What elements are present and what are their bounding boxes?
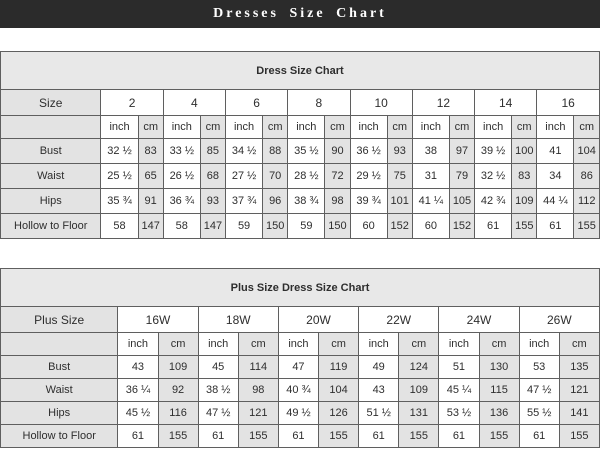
- plus-size-chart-section: [0, 268, 600, 448]
- measurement-cm-cell: 75: [387, 164, 412, 189]
- unit-cm-cell: cm: [325, 116, 350, 139]
- measurement-inch-cell: 44 ¼: [537, 189, 574, 214]
- measurement-inch-cell: 49 ½: [278, 402, 318, 425]
- measurement-inch-cell: 59: [288, 214, 325, 239]
- measurement-inch-cell: 36 ¼: [118, 379, 158, 402]
- chart-title-cell: Dress Size Chart: [1, 52, 600, 90]
- measurement-cm-cell: 130: [479, 356, 519, 379]
- measurement-inch-cell: 38 ¾: [288, 189, 325, 214]
- unit-cm-cell: cm: [387, 116, 412, 139]
- measurement-inch-cell: 53 ½: [439, 402, 479, 425]
- measurement-inch-cell: 61: [359, 425, 399, 448]
- row-label-cell: Hips: [1, 189, 101, 214]
- measurement-cm-cell: 135: [559, 356, 599, 379]
- measurement-inch-cell: 61: [439, 425, 479, 448]
- size-header-cell: 26W: [519, 307, 599, 333]
- measurement-cm-cell: 91: [138, 189, 163, 214]
- plus-chart-table: [0, 268, 600, 448]
- measurement-cm-cell: 150: [263, 214, 288, 239]
- measurement-inch-cell: 60: [350, 214, 387, 239]
- measurement-inch-cell: 61: [118, 425, 158, 448]
- measurement-row: [1, 379, 600, 402]
- measurement-inch-cell: 47: [278, 356, 318, 379]
- measurement-inch-cell: 49: [359, 356, 399, 379]
- unit-cm-cell: cm: [238, 333, 278, 356]
- measurement-inch-cell: 38 ½: [198, 379, 238, 402]
- measurement-cm-cell: 109: [158, 356, 198, 379]
- measurement-cm-cell: 155: [158, 425, 198, 448]
- size-header-cell: 14: [475, 90, 537, 116]
- measurement-cm-cell: 72: [325, 164, 350, 189]
- measurement-inch-cell: 61: [475, 214, 512, 239]
- measurement-row: [1, 139, 600, 164]
- unit-inch-cell: inch: [439, 333, 479, 356]
- measurement-inch-cell: 45 ¼: [439, 379, 479, 402]
- unit-cm-cell: cm: [449, 116, 474, 139]
- size-header-cell: 20W: [278, 307, 358, 333]
- size-header-cell: 16: [537, 90, 600, 116]
- measurement-inch-cell: 53: [519, 356, 559, 379]
- row-label-cell: Bust: [1, 139, 101, 164]
- measurement-inch-cell: 45 ½: [118, 402, 158, 425]
- measurement-inch-cell: 58: [163, 214, 200, 239]
- chart-title-cell: Plus Size Dress Size Chart: [1, 269, 600, 307]
- measurement-inch-cell: 27 ½: [225, 164, 262, 189]
- measurement-cm-cell: 155: [559, 425, 599, 448]
- unit-inch-cell: inch: [288, 116, 325, 139]
- page-banner-title: Dresses Size Chart: [213, 6, 387, 21]
- measurement-row: [1, 189, 600, 214]
- size-header-cell: 24W: [439, 307, 519, 333]
- measurement-cm-cell: 104: [319, 379, 359, 402]
- measurement-cm-cell: 150: [325, 214, 350, 239]
- unit-cm-cell: cm: [319, 333, 359, 356]
- measurement-cm-cell: 83: [512, 164, 537, 189]
- measurement-cm-cell: 131: [399, 402, 439, 425]
- measurement-inch-cell: 59: [225, 214, 262, 239]
- row-label-cell: Hollow to Floor: [1, 425, 118, 448]
- measurement-cm-cell: 93: [200, 189, 225, 214]
- measurement-cm-cell: 86: [574, 164, 600, 189]
- unit-inch-cell: inch: [278, 333, 318, 356]
- measurement-cm-cell: 155: [238, 425, 278, 448]
- unit-inch-cell: inch: [537, 116, 574, 139]
- dress-size-chart-section: [0, 51, 600, 239]
- measurement-cm-cell: 101: [387, 189, 412, 214]
- unit-inch-cell: inch: [519, 333, 559, 356]
- unit-cm-cell: cm: [263, 116, 288, 139]
- measurement-cm-cell: 104: [574, 139, 600, 164]
- unit-cm-cell: cm: [512, 116, 537, 139]
- size-header-cell: 16W: [118, 307, 198, 333]
- measurement-row: [1, 402, 600, 425]
- chart-title-row: [1, 269, 600, 307]
- measurement-cm-cell: 147: [200, 214, 225, 239]
- size-header-cell: 2: [101, 90, 163, 116]
- measurement-inch-cell: 41 ¼: [412, 189, 449, 214]
- measurement-inch-cell: 38: [412, 139, 449, 164]
- measurement-cm-cell: 98: [325, 189, 350, 214]
- measurement-inch-cell: 43: [359, 379, 399, 402]
- unit-header-row: [1, 116, 600, 139]
- size-header-row: [1, 90, 600, 116]
- measurement-inch-cell: 51: [439, 356, 479, 379]
- measurement-inch-cell: 47 ½: [198, 402, 238, 425]
- measurement-inch-cell: 32 ½: [101, 139, 138, 164]
- measurement-inch-cell: 39 ¾: [350, 189, 387, 214]
- unit-cm-cell: cm: [574, 116, 600, 139]
- measurement-cm-cell: 68: [200, 164, 225, 189]
- measurement-inch-cell: 61: [537, 214, 574, 239]
- page-banner: [0, 0, 600, 28]
- measurement-cm-cell: 70: [263, 164, 288, 189]
- size-header-cell: 22W: [359, 307, 439, 333]
- measurement-inch-cell: 58: [101, 214, 138, 239]
- unit-inch-cell: inch: [118, 333, 158, 356]
- measurement-cm-cell: 119: [319, 356, 359, 379]
- measurement-inch-cell: 36 ¾: [163, 189, 200, 214]
- unit-corner-cell: [1, 116, 101, 139]
- measurement-row: [1, 214, 600, 239]
- dress-chart-table: [0, 51, 600, 239]
- measurement-inch-cell: 35 ½: [288, 139, 325, 164]
- row-label-cell: Bust: [1, 356, 118, 379]
- unit-cm-cell: cm: [200, 116, 225, 139]
- unit-inch-cell: inch: [198, 333, 238, 356]
- measurement-cm-cell: 155: [512, 214, 537, 239]
- unit-cm-cell: cm: [158, 333, 198, 356]
- measurement-cm-cell: 100: [512, 139, 537, 164]
- measurement-inch-cell: 25 ½: [101, 164, 138, 189]
- measurement-cm-cell: 152: [387, 214, 412, 239]
- measurement-cm-cell: 121: [238, 402, 278, 425]
- measurement-inch-cell: 39 ½: [475, 139, 512, 164]
- measurement-cm-cell: 90: [325, 139, 350, 164]
- measurement-inch-cell: 31: [412, 164, 449, 189]
- row-label-cell: Hips: [1, 402, 118, 425]
- measurement-cm-cell: 121: [559, 379, 599, 402]
- measurement-cm-cell: 97: [449, 139, 474, 164]
- measurement-cm-cell: 92: [158, 379, 198, 402]
- measurement-inch-cell: 36 ½: [350, 139, 387, 164]
- measurement-cm-cell: 96: [263, 189, 288, 214]
- measurement-cm-cell: 83: [138, 139, 163, 164]
- row-label-cell: Waist: [1, 164, 101, 189]
- measurement-cm-cell: 105: [449, 189, 474, 214]
- unit-inch-cell: inch: [475, 116, 512, 139]
- corner-label-cell: Size: [1, 90, 101, 116]
- unit-inch-cell: inch: [350, 116, 387, 139]
- corner-label-cell: Plus Size: [1, 307, 118, 333]
- measurement-cm-cell: 88: [263, 139, 288, 164]
- measurement-cm-cell: 116: [158, 402, 198, 425]
- measurement-cm-cell: 98: [238, 379, 278, 402]
- measurement-cm-cell: 115: [479, 379, 519, 402]
- measurement-cm-cell: 114: [238, 356, 278, 379]
- measurement-cm-cell: 147: [138, 214, 163, 239]
- measurement-cm-cell: 155: [574, 214, 600, 239]
- measurement-inch-cell: 51 ½: [359, 402, 399, 425]
- measurement-inch-cell: 34: [537, 164, 574, 189]
- measurement-inch-cell: 33 ½: [163, 139, 200, 164]
- measurement-inch-cell: 28 ½: [288, 164, 325, 189]
- measurement-inch-cell: 41: [537, 139, 574, 164]
- measurement-inch-cell: 61: [198, 425, 238, 448]
- size-header-cell: 6: [225, 90, 287, 116]
- size-header-cell: 8: [288, 90, 350, 116]
- measurement-inch-cell: 42 ¾: [475, 189, 512, 214]
- measurement-cm-cell: 109: [512, 189, 537, 214]
- measurement-cm-cell: 155: [319, 425, 359, 448]
- unit-header-row: [1, 333, 600, 356]
- row-label-cell: Waist: [1, 379, 118, 402]
- unit-inch-cell: inch: [225, 116, 262, 139]
- measurement-cm-cell: 136: [479, 402, 519, 425]
- unit-corner-cell: [1, 333, 118, 356]
- measurement-inch-cell: 60: [412, 214, 449, 239]
- measurement-cm-cell: 126: [319, 402, 359, 425]
- measurement-cm-cell: 124: [399, 356, 439, 379]
- size-header-cell: 4: [163, 90, 225, 116]
- measurement-inch-cell: 26 ½: [163, 164, 200, 189]
- measurement-inch-cell: 34 ½: [225, 139, 262, 164]
- unit-inch-cell: inch: [359, 333, 399, 356]
- unit-cm-cell: cm: [138, 116, 163, 139]
- measurement-cm-cell: 93: [387, 139, 412, 164]
- measurement-inch-cell: 29 ½: [350, 164, 387, 189]
- unit-cm-cell: cm: [479, 333, 519, 356]
- size-header-cell: 10: [350, 90, 412, 116]
- measurement-inch-cell: 55 ½: [519, 402, 559, 425]
- size-header-cell: 18W: [198, 307, 278, 333]
- measurement-inch-cell: 35 ¾: [101, 189, 138, 214]
- measurement-inch-cell: 61: [278, 425, 318, 448]
- measurement-row: [1, 356, 600, 379]
- measurement-inch-cell: 37 ¾: [225, 189, 262, 214]
- measurement-cm-cell: 141: [559, 402, 599, 425]
- measurement-inch-cell: 43: [118, 356, 158, 379]
- measurement-cm-cell: 152: [449, 214, 474, 239]
- unit-inch-cell: inch: [101, 116, 138, 139]
- measurement-inch-cell: 47 ½: [519, 379, 559, 402]
- chart-title-row: [1, 52, 600, 90]
- measurement-inch-cell: 61: [519, 425, 559, 448]
- measurement-row: [1, 425, 600, 448]
- measurement-cm-cell: 85: [200, 139, 225, 164]
- measurement-cm-cell: 109: [399, 379, 439, 402]
- measurement-inch-cell: 45: [198, 356, 238, 379]
- measurement-cm-cell: 65: [138, 164, 163, 189]
- measurement-cm-cell: 155: [399, 425, 439, 448]
- measurement-row: [1, 164, 600, 189]
- unit-cm-cell: cm: [399, 333, 439, 356]
- unit-inch-cell: inch: [163, 116, 200, 139]
- measurement-cm-cell: 79: [449, 164, 474, 189]
- measurement-cm-cell: 155: [479, 425, 519, 448]
- unit-cm-cell: cm: [559, 333, 599, 356]
- measurement-inch-cell: 32 ½: [475, 164, 512, 189]
- unit-inch-cell: inch: [412, 116, 449, 139]
- measurement-inch-cell: 40 ¾: [278, 379, 318, 402]
- row-label-cell: Hollow to Floor: [1, 214, 101, 239]
- size-header-cell: 12: [412, 90, 474, 116]
- measurement-cm-cell: 112: [574, 189, 600, 214]
- size-header-row: [1, 307, 600, 333]
